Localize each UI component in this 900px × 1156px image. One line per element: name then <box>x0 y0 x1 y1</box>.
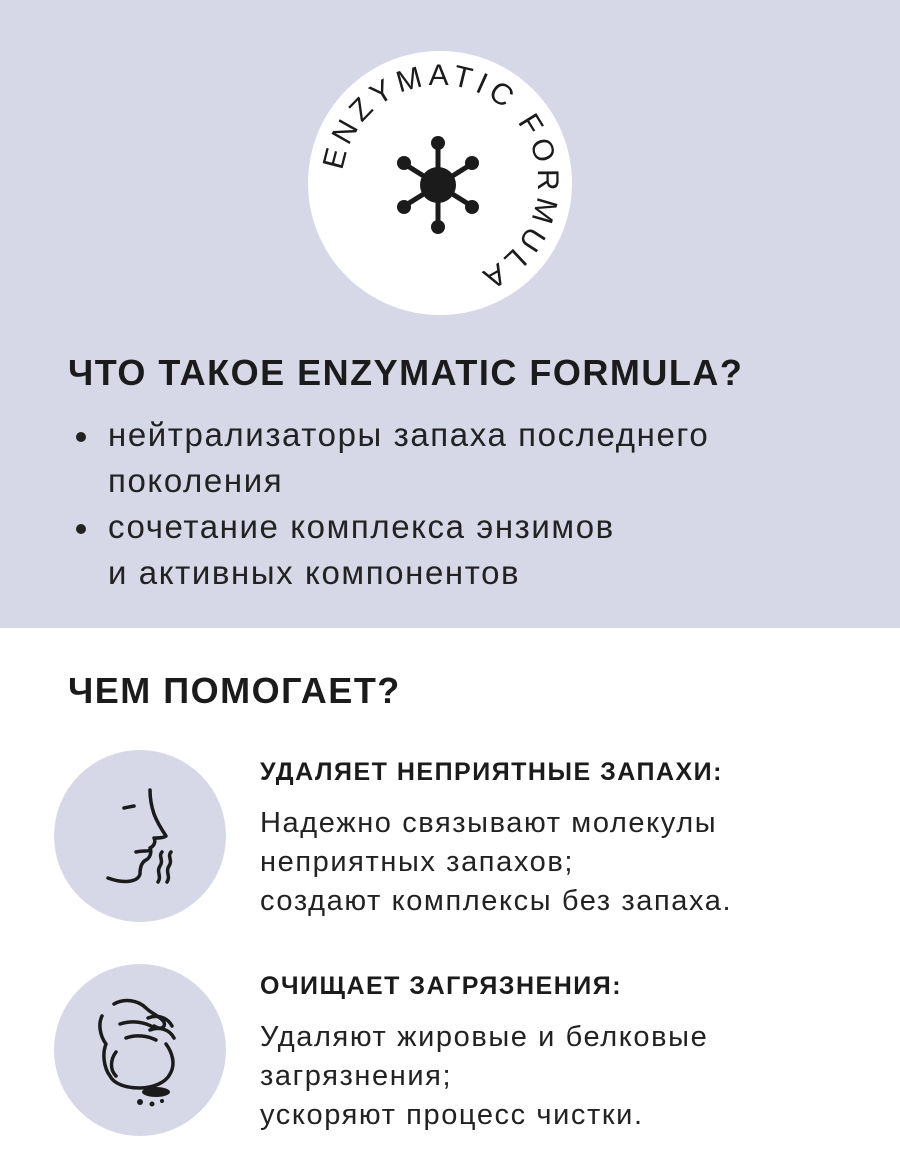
bullet-item: сочетание комплекса энзимов и активных компонентов <box>68 504 868 596</box>
bullet-dot-icon <box>76 524 86 534</box>
molecule-icon <box>308 51 572 315</box>
enzymatic-formula-badge <box>308 51 572 315</box>
feature-title: УДАЛЯЕТ НЕПРИЯТНЫЕ ЗАПАХИ: <box>260 758 723 786</box>
feature-description: Надежно связывают молекулы неприятных запахов; создают комплексы без запаха. <box>260 807 733 917</box>
feature-title: ОЧИЩАЕТ ЗАГРЯЗНЕНИЯ: <box>260 972 623 1000</box>
bullet-item: нейтрализаторы запаха последнего поколения <box>68 412 868 504</box>
section-title-how-helps: ЧЕМ ПОМОГАЕТ? <box>68 670 401 711</box>
section-title-what-is: ЧТО ТАКОЕ ENZYMATIC FORMULA? <box>68 352 744 393</box>
feature-bullet-list <box>68 412 868 596</box>
badge-arc-text: ENZYMATIC FORMULA <box>316 58 565 298</box>
bullet-dot-icon <box>76 432 86 442</box>
feature-description: Удаляют жировые и белковые загрязнения; ускоряют процесс чистки. <box>260 1021 709 1131</box>
hand-cleaning-icon <box>54 964 226 1136</box>
face-smell-icon <box>54 750 226 922</box>
